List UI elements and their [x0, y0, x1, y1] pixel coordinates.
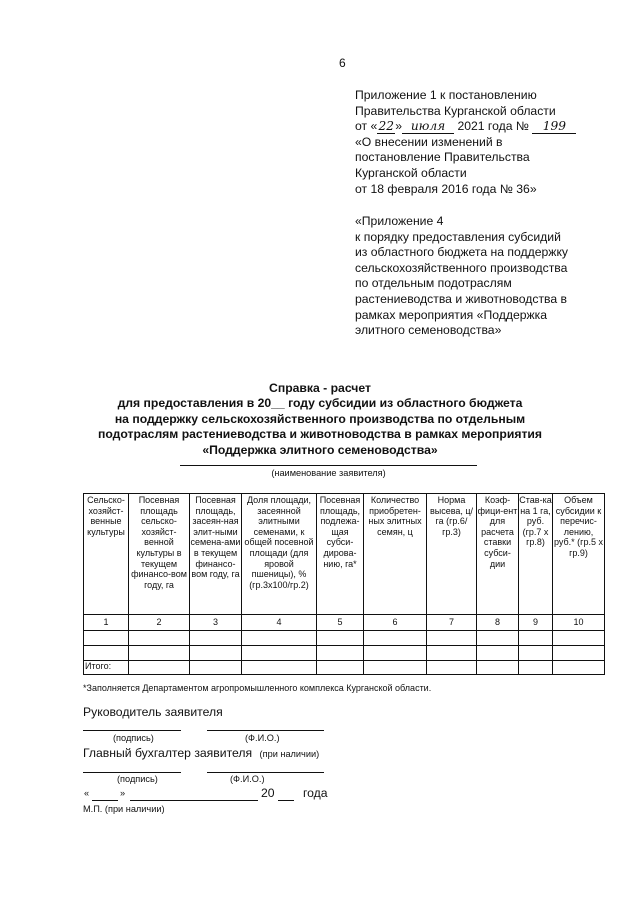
header-cell: Сельско-хозяйст-венные культуры [84, 494, 129, 615]
total-row [84, 661, 605, 675]
accountant-signature-caption: (подпись) [117, 774, 158, 784]
appendix-4-line: элитного семеноводства» [355, 323, 502, 338]
header-cell: Норма высева, ц/га (гр.6/гр.3) [427, 494, 477, 615]
page-number: 6 [339, 56, 346, 70]
table-cell [84, 631, 129, 646]
appendix-1-line6: Курганской области [355, 165, 467, 180]
table-row [84, 646, 605, 661]
table-cell [129, 646, 190, 661]
table-cell [317, 646, 364, 661]
column-number-row [84, 615, 605, 631]
appendix-1-line4: «О внесении изменений в [355, 134, 503, 149]
column-number: 2 [129, 615, 190, 631]
table-row [84, 631, 605, 646]
column-number: 3 [190, 615, 242, 631]
table-cell [477, 631, 519, 646]
applicant-name-caption: (наименование заявителя) [271, 468, 386, 478]
head-fio-caption: (Ф.И.О.) [245, 733, 280, 743]
date-suffix: года [303, 786, 328, 800]
handwritten-day: 22 [378, 119, 395, 134]
column-number: 1 [84, 615, 129, 631]
title-line: Справка - расчет [269, 381, 371, 395]
title-line: подотраслям растениеводства и животноводства в рамках мероприятия [97, 427, 543, 442]
table-cell [364, 661, 427, 675]
table-cell [553, 646, 605, 661]
handwritten-month: июля [402, 120, 454, 134]
header-cell: Посевная площадь, засеян-ная элит-ными семена-ами в текущем финансо-вом году, га [190, 494, 242, 615]
date-open-quote: « [84, 788, 90, 798]
date-year-line [278, 800, 294, 801]
table-cell [427, 661, 477, 675]
title-line: на поддержку сельскохозяйственного производства по отдельным [114, 411, 526, 426]
appendix-1-line2: Правительства Курганской области [355, 103, 556, 118]
appendix-4-line: «Приложение 4 [355, 214, 444, 228]
table-cell [364, 631, 427, 646]
table-cell [190, 646, 242, 661]
table-cell [519, 631, 553, 646]
appendix-4-line: растениеводства и животноводства в [355, 291, 568, 306]
appendix-4-line: сельскохозяйственного производства [355, 260, 568, 275]
column-number: 9 [519, 615, 553, 631]
accountant-row [83, 744, 319, 762]
table-cell [427, 631, 477, 646]
year-text: 2021 года № [457, 119, 529, 134]
table-header-row [84, 494, 605, 615]
table-cell [477, 661, 519, 675]
table-cell [84, 646, 129, 661]
title-line: для предоставления в 20__ году субсидии из областного бюджета [117, 396, 523, 411]
table-cell [190, 631, 242, 646]
column-number: 7 [427, 615, 477, 631]
table-cell [242, 661, 317, 675]
appendix-4-header [355, 214, 630, 339]
date-month-line [130, 800, 258, 801]
date-day-line [92, 800, 118, 801]
appendix-4-line: из областного бюджета на поддержку [355, 245, 569, 260]
appendix-1-header [355, 88, 630, 197]
head-label: Руководитель заявителя [83, 705, 223, 719]
document-title [0, 381, 640, 458]
date-close-quote: » [120, 788, 126, 798]
table-cell [190, 661, 242, 675]
table-cell [364, 646, 427, 661]
table-cell [519, 661, 553, 675]
table-cell [553, 631, 605, 646]
appendix-4-line: по отдельным подотраслям [355, 276, 512, 291]
column-number: 5 [317, 615, 364, 631]
title-line: «Поддержка элитного семеноводства» [202, 442, 438, 457]
header-cell: Количество приобретен-ных элитных семян, ц [364, 494, 427, 615]
calculation-table [83, 493, 605, 675]
table-cell [427, 646, 477, 661]
header-cell: Коэф-фици-ент для расчета ставки субси-дии [477, 494, 519, 615]
header-cell: Посевная площадь, подлежа-щая субси-дирова-нию, га* [317, 494, 364, 615]
table-cell [129, 631, 190, 646]
date-prefix: от « [355, 119, 378, 134]
header-cell: Посевная площадь сельско-хозяйст-венной культуры в текущем финансо-вом году, га [129, 494, 190, 615]
table-cell [317, 661, 364, 675]
table-cell [477, 646, 519, 661]
handwritten-number: 199 [532, 120, 576, 134]
accountant-fio-line [207, 772, 324, 773]
column-number: 10 [553, 615, 605, 631]
table-cell [242, 631, 317, 646]
column-number: 8 [477, 615, 519, 631]
header-cell: Доля площади, засеянной элитными семенами, к общей посевной площади (для яровой пшеницы), % (гр.3х100/гр.2) [242, 494, 317, 615]
accountant-fio-caption: (Ф.И.О.) [230, 774, 265, 784]
appendix-1-line7: от 18 февраля 2016 года № 36» [355, 181, 537, 196]
appendix-1-line5: постановление Правительства [355, 150, 530, 165]
appendix-4-line: к порядку предоставления субсидий [355, 229, 561, 244]
table-cell [553, 661, 605, 675]
accountant-label: Главный бухгалтер заявителя [83, 746, 253, 760]
appendix-1-line1: Приложение 1 к постановлению [355, 88, 537, 102]
table-cell [317, 631, 364, 646]
header-cell: Объем субсидии к перечис-лению, руб.* (гр.5 х гр.9) [553, 494, 605, 615]
column-number: 4 [242, 615, 317, 631]
accountant-note: (при наличии) [259, 749, 320, 759]
head-fio-line [207, 730, 324, 731]
total-label: Итого: [84, 661, 129, 675]
applicant-name-line [180, 465, 477, 466]
appendix-1-date-line [355, 119, 630, 135]
table-cell [519, 646, 553, 661]
stamp-label: М.П. (при наличии) [83, 804, 165, 814]
header-cell: Став-ка на 1 га, руб. (гр.7 х гр.8) [519, 494, 553, 615]
date-year-prefix: 20 [261, 786, 275, 800]
head-signature-line [83, 730, 181, 731]
head-signature-caption: (подпись) [113, 733, 154, 743]
footnote: *Заполняется Департаментом агропромышленного комплекса Курганской области. [83, 683, 432, 693]
accountant-signature-line [83, 772, 181, 773]
table-cell [129, 661, 190, 675]
table-cell [242, 646, 317, 661]
column-number: 6 [364, 615, 427, 631]
appendix-4-line: рамках мероприятия «Поддержка [355, 307, 548, 322]
date-mid: » [395, 119, 403, 134]
